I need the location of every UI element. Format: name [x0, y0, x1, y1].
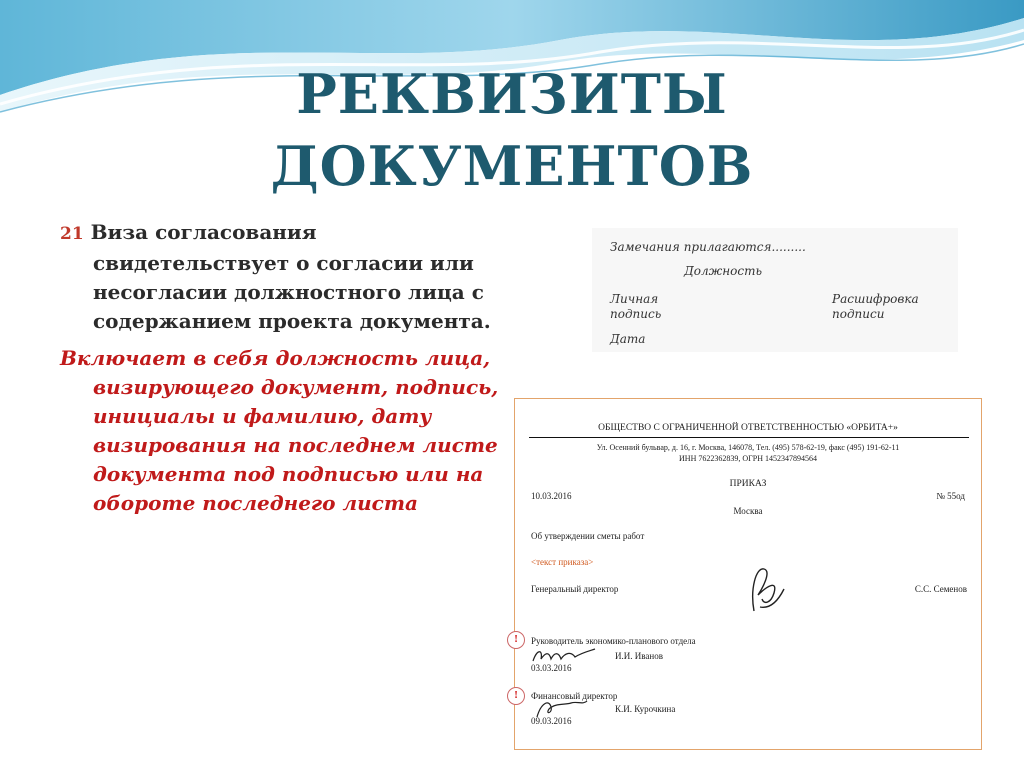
doc-type: ПРИКАЗ [729, 479, 767, 489]
org-address: Ул. Осенний бульвар, д. 16, г. Москва, 146078, Тел. (495) 578-62-19, факс (495) 191-62-11 [596, 443, 900, 452]
doc-city: Москва [733, 506, 763, 516]
definition-text: Виза согласования свидетельствует о согласии или несогласии должностного лица с содержанием проекта документа. [90, 220, 491, 333]
visa-decoding-2: подписи [832, 307, 885, 321]
signer-name: С.С. Семенов [914, 584, 967, 594]
visa-date: Дата [610, 332, 646, 346]
visa2-date: 09.03.2016 [531, 716, 572, 726]
description-block [60, 218, 510, 518]
visa1-position: Руководитель экономико-планового отдела [531, 636, 696, 646]
visa2-position: Финансовый директор [531, 691, 618, 701]
visa2-name: К.И. Курочкина [615, 704, 676, 714]
doc-number: № 55од [936, 491, 965, 501]
page-title [0, 58, 1024, 202]
includes-paragraph: Включает в себя должность лица, визирующего документ, подпись, инициалы и фамилию, дату визирования на последнем листе документа под подписью или на обороте последнего листа [60, 346, 499, 515]
doc-text-placeholder: <текст приказа> [531, 557, 594, 567]
doc-subject: Об утверждении сметы работ [531, 531, 645, 541]
visa-remarks: Замечания прилагаются......... [610, 240, 806, 254]
title-line-1: РЕКВИЗИТЫ [296, 62, 728, 126]
visa-position: Должность [684, 264, 763, 278]
visa-decoding-1: Расшифровка [832, 292, 919, 306]
visa1-exclamation-icon: ! [507, 631, 525, 649]
org-inn: ИНН 7622362839, ОГРН 1452347894564 [679, 454, 817, 463]
visa1-date: 03.03.2016 [531, 663, 572, 673]
doc-date: 10.03.2016 [531, 491, 572, 501]
visa2-exclamation-icon: ! [507, 687, 525, 705]
definition-paragraph [60, 218, 510, 336]
director-signature-image [740, 559, 790, 619]
title-line-2: ДОКУМЕНТОВ [270, 134, 754, 198]
visa-personal-signature-2: подпись [610, 307, 662, 321]
visa-personal-signature-1: Личная [610, 292, 659, 306]
visa1-name: И.И. Иванов [615, 651, 663, 661]
header-rule [529, 437, 969, 438]
signer-position: Генеральный директор [531, 584, 619, 594]
order-document-sample [514, 398, 982, 750]
requisite-number: 21 [60, 224, 84, 244]
visa-form-sample [592, 228, 958, 352]
org-name: ОБЩЕСТВО С ОГРАНИЧЕННОЙ ОТВЕТСТВЕННОСТЬЮ «ОРБИТА+» [598, 423, 898, 433]
